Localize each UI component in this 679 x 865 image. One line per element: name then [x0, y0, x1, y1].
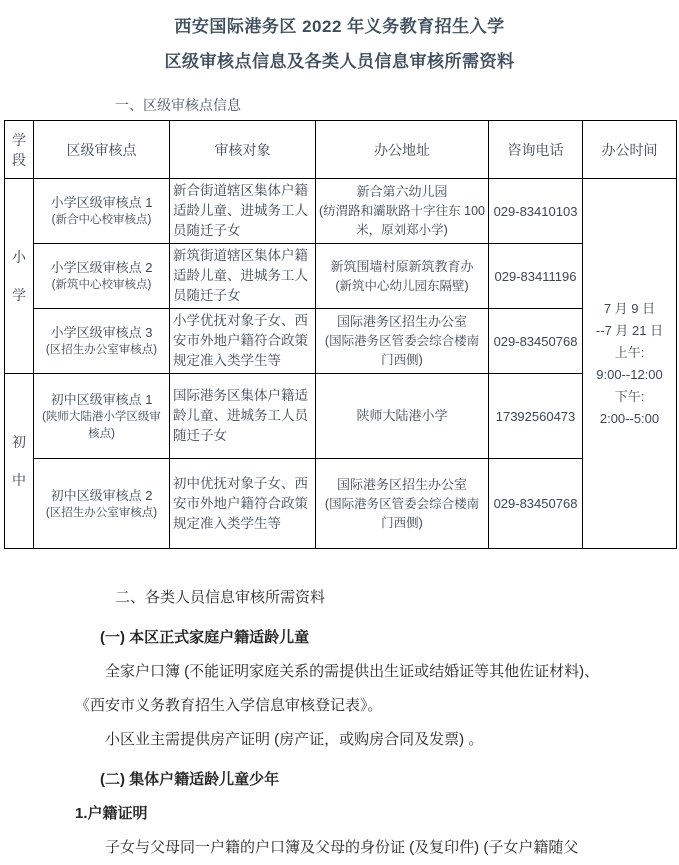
review-points-table — [4, 120, 677, 549]
phone-cell: 029-83410103 — [489, 179, 583, 244]
target-cell: 初中优抚对象子女、西安市外地户籍符合政策规定准入类学生等 — [170, 459, 316, 549]
section2-body — [0, 581, 679, 865]
col-header-address: 办公地址 — [316, 121, 489, 179]
address-line-2: (新筑中心幼儿园东隔壁) — [335, 278, 469, 293]
address-line-1: 陕师大陆港小学 — [356, 408, 448, 423]
item1-heading: 1.户籍证明 — [75, 805, 148, 822]
office-hours-cell — [583, 179, 677, 549]
document-title — [0, 0, 679, 79]
phone-cell: 17392560473 — [489, 374, 583, 459]
office-hours-line: 9:00--12:00 — [596, 366, 663, 382]
title-line-2: 区级审核点信息及各类人员信息审核所需资料 — [164, 52, 515, 71]
col-header-review-point: 区级审核点 — [34, 121, 170, 179]
office-hours-line: 7 月 9 日 — [603, 300, 656, 316]
point-name: 小学区级审核点 3 — [50, 325, 153, 340]
target-cell: 新合街道辖区集体户籍适龄儿童、进城务工人员随迁子女 — [170, 179, 316, 244]
paragraph-property-proof: 小区业主需提供房产证明 (房产证，或购房合同及发票) 。 — [105, 731, 484, 748]
point-name: 小学区级审核点 2 — [50, 260, 153, 275]
subsection2-heading: (二) 集体户籍适龄儿童少年 — [100, 771, 280, 788]
point-name: 小学区级审核点 1 — [50, 195, 153, 210]
target-cell: 小学优抚对象子女、西安市外地户籍符合政策规定准入类学生等 — [170, 309, 316, 374]
paragraph-hukou-certificate: 子女与父母同一户籍的户口簿及父母的身份证 (及复印件) (子女户籍随父 — [105, 839, 579, 856]
section1-heading: 一、区级审核点信息 — [115, 97, 241, 113]
point-name-cell — [34, 459, 170, 549]
paragraph-family-hukou-line1: 全家户口簿 (不能证明家庭关系的需提供出生证或结婚证等其他佐证材料)、 — [105, 663, 600, 680]
address-line-2: (纺渭路和灞耿路十字往东 100 米，原刘郑小学) — [319, 204, 485, 237]
table-row — [5, 179, 677, 244]
address-cell — [316, 179, 489, 244]
table-row — [5, 459, 677, 549]
phone-cell: 029-83450768 — [489, 459, 583, 549]
point-subname: (新合中心校审核点) — [51, 214, 152, 226]
col-header-stage: 学段 — [5, 121, 34, 179]
address-cell — [316, 309, 489, 374]
table-row — [5, 309, 677, 374]
address-cell — [316, 374, 489, 459]
address-line-1: 国际港务区招生办公室 — [336, 476, 467, 492]
col-header-phone: 咨询电话 — [489, 121, 583, 179]
point-name-cell — [34, 244, 170, 309]
target-cell: 国际港务区集体户籍适龄儿童、进城务工人员随迁子女 — [170, 374, 316, 459]
stage-primary-cell: 小学 — [5, 179, 34, 374]
address-line-1: 国际港务区招生办公室 — [336, 314, 467, 329]
paragraph-family-hukou-line2: 《西安市义务教育招生入学信息审核登记表》。 — [75, 697, 383, 714]
title-line-1: 西安国际港务区 2022 年义务教育招生入学 — [174, 17, 505, 36]
table-header-row — [5, 121, 677, 179]
address-line-1: 新合第六幼儿园 — [356, 184, 448, 199]
office-hours-line: 下午: — [614, 388, 645, 404]
address-cell — [316, 244, 489, 309]
table-row — [5, 374, 677, 459]
office-hours-line: 上午: — [614, 344, 645, 360]
target-cell: 新筑街道辖区集体户籍适龄儿童、进城务工人员随迁子女 — [170, 244, 316, 309]
phone-cell: 029-83450768 — [489, 309, 583, 374]
point-subname: (新筑中心校审核点) — [51, 279, 152, 291]
phone-cell: 029-83411196 — [489, 244, 583, 309]
address-line-1: 新筑围墙村原新筑教育办 — [330, 258, 474, 274]
col-header-target: 审核对象 — [170, 121, 316, 179]
office-hours-line: 2:00--5:00 — [599, 410, 660, 426]
stage-junior-cell: 初中 — [5, 374, 34, 549]
point-name-cell — [34, 179, 170, 244]
point-subname: (区招生办公室审核点) — [45, 506, 158, 519]
point-name-cell — [34, 374, 170, 459]
address-line-2: (国际港务区管委会综合楼南门西侧) — [324, 334, 480, 367]
section2-heading: 二、各类人员信息审核所需资料 — [115, 589, 326, 606]
address-cell — [316, 459, 489, 549]
point-name: 初中区级审核点 2 — [50, 487, 153, 503]
point-subname: (陕师大陆港小学区级审核点) — [42, 410, 161, 440]
point-name-cell — [34, 309, 170, 374]
table-row — [5, 244, 677, 309]
col-header-hours: 办公时间 — [583, 121, 677, 179]
office-hours-line: --7 月 21 日 — [595, 322, 664, 338]
point-subname: (区招生办公室审核点) — [45, 344, 158, 356]
subsection1-heading: (一) 本区正式家庭户籍适龄儿童 — [100, 629, 310, 646]
point-name: 初中区级审核点 1 — [50, 391, 153, 407]
address-line-2: (国际港务区管委会综合楼南门西侧) — [324, 496, 480, 530]
